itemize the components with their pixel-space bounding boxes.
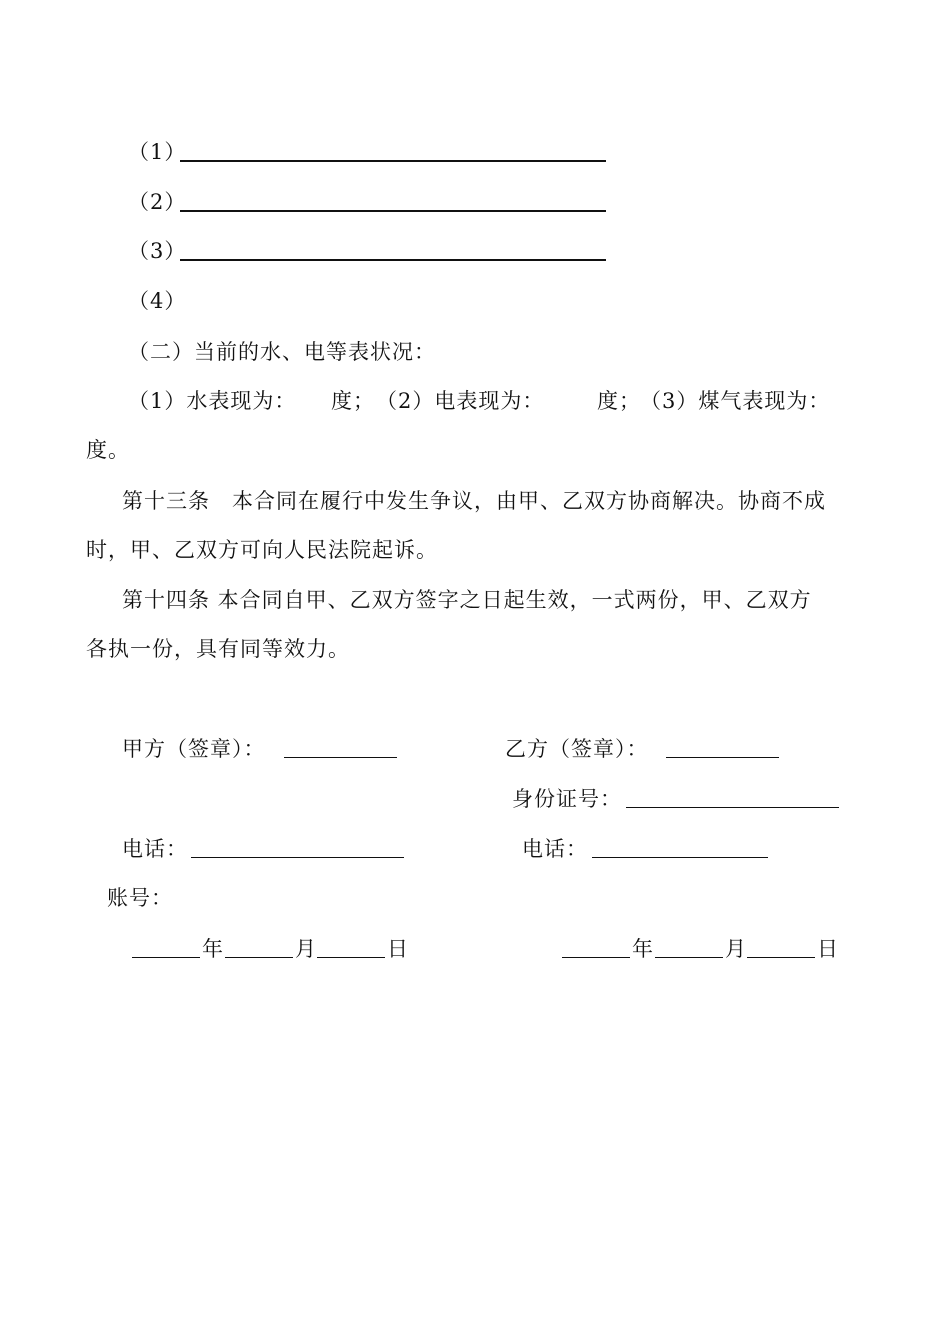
party-a-day-line[interactable] <box>317 957 385 958</box>
gas-meter-label: （3）煤气表现为： <box>640 389 831 413</box>
party-b-day-line[interactable] <box>747 957 815 958</box>
water-meter-unit: 度； <box>331 389 375 413</box>
party-a-signature-line[interactable] <box>284 757 397 758</box>
party-b-month-line[interactable] <box>655 957 723 958</box>
item-3-label: （3） <box>128 239 187 263</box>
article-14-line-1: 第十四条 本合同自甲、乙双方签字之日起生效，一式两份，甲、乙双方 <box>122 588 812 612</box>
party-b-id-number-label: 身份证号： <box>512 787 622 811</box>
party-b-signature-line[interactable] <box>666 757 779 758</box>
article-14-line-2: 各执一份，具有同等效力。 <box>86 637 350 661</box>
party-b-day-label: 日 <box>817 937 839 961</box>
party-b-phone-label: 电话： <box>522 837 588 861</box>
party-a-phone-label: 电话： <box>122 837 188 861</box>
party-a-year-label: 年 <box>202 937 224 961</box>
gas-meter-unit: 度。 <box>86 438 130 462</box>
party-a-account-label: 账号： <box>107 886 173 910</box>
party-a-day-label: 日 <box>387 937 409 961</box>
party-b-year-line[interactable] <box>562 957 630 958</box>
item-2-label: （2） <box>128 190 187 214</box>
item-1-blank-line <box>180 160 606 162</box>
party-b-phone-line[interactable] <box>592 857 768 858</box>
article-13-line-2: 时，甲、乙双方可向人民法院起诉。 <box>86 538 438 562</box>
electric-meter-unit: 度； <box>597 389 641 413</box>
meters-heading: （二）当前的水、电等表状况： <box>128 340 436 364</box>
item-1-label: （1） <box>128 140 187 164</box>
party-a-signature-label: 甲方（签章）： <box>122 737 266 761</box>
party-a-year-line[interactable] <box>132 957 200 958</box>
item-3-blank-line <box>180 259 606 261</box>
water-meter-label: （1）水表现为： <box>128 389 297 413</box>
party-b-year-label: 年 <box>632 937 654 961</box>
electric-meter-label: （2）电表现为： <box>376 389 545 413</box>
party-a-month-label: 月 <box>295 937 317 961</box>
item-2-blank-line <box>180 210 606 212</box>
party-b-month-label: 月 <box>725 937 747 961</box>
party-b-signature-label: 乙方（签章）： <box>505 737 649 761</box>
party-b-id-number-line[interactable] <box>626 807 839 808</box>
article-13-line-1: 第十三条 本合同在履行中发生争议，由甲、乙双方协商解决。协商不成 <box>122 489 826 513</box>
party-a-month-line[interactable] <box>225 957 293 958</box>
item-4-label: （4） <box>128 289 187 313</box>
party-a-phone-line[interactable] <box>191 857 404 858</box>
